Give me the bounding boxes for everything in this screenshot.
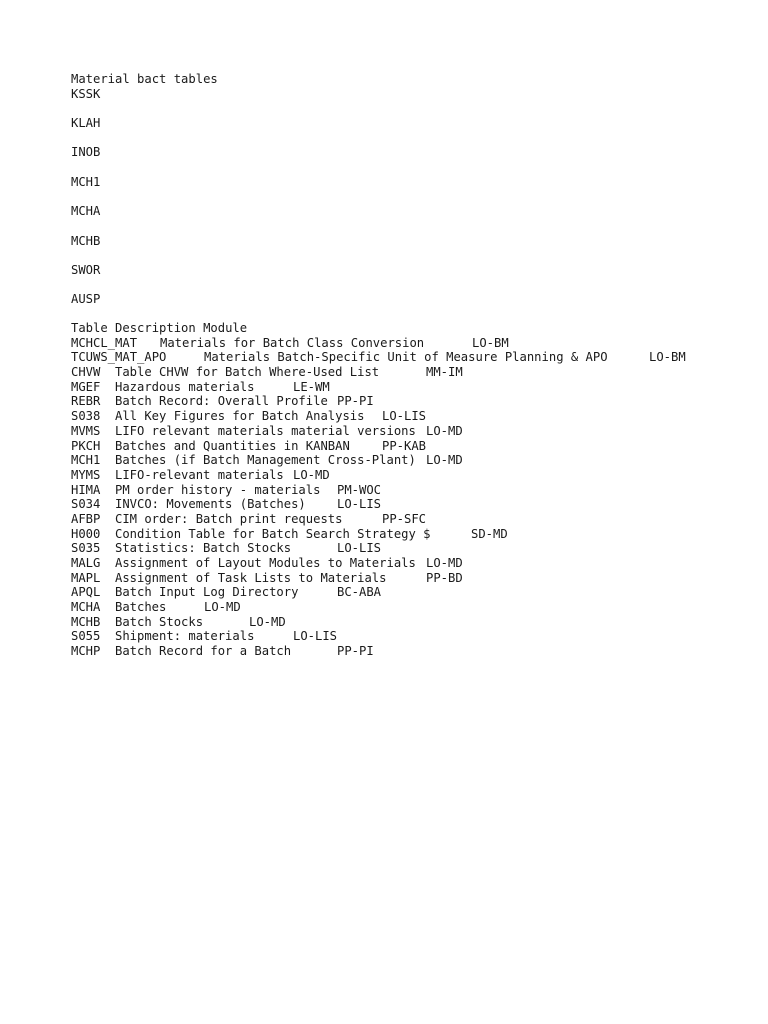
description-cell: Batches (if Batch Management Cross-Plant): [115, 453, 416, 468]
table-row: [71, 644, 751, 659]
table-name-cell: S055: [71, 629, 101, 644]
table-row: [71, 453, 751, 468]
description-cell: Assignment of Layout Modules to Materials: [115, 556, 416, 570]
table-name-item: MCHA: [71, 204, 101, 219]
table-row: [71, 336, 751, 351]
description-cell: Batches: [115, 600, 167, 615]
description-cell: Table CHVW for Batch Where-Used List: [115, 365, 380, 380]
table-row: [71, 365, 751, 380]
table-name-list: [71, 87, 751, 307]
description-cell: Batch Stocks: [115, 614, 204, 629]
description-cell: Batches and Quantities in KANBAN: [115, 438, 350, 453]
module-cell: PP-KAB: [382, 438, 427, 453]
table-name-item: KSSK: [71, 86, 101, 101]
table-name-item: MCHB: [71, 233, 101, 248]
description-cell: LIFO relevant materials material versions: [115, 423, 416, 438]
module-cell: LO-MD: [204, 600, 241, 615]
table-row: [71, 350, 751, 365]
description-cell: PM order history - materials: [115, 482, 321, 497]
table-name-cell: MCHCL_MAT: [71, 335, 138, 350]
module-cell: PM-WOC: [337, 482, 382, 497]
module-cell: LE-WM: [293, 379, 330, 394]
description-cell: Condition Table for Batch Search Strategy $: [115, 526, 431, 541]
module-cell: PP-SFC: [382, 511, 427, 526]
description-cell: Hazardous materials: [115, 379, 255, 394]
description-cell: Batch Record for a Batch: [115, 644, 292, 659]
table-name-item: AUSP: [71, 292, 101, 307]
table-name-item: KLAH: [71, 116, 101, 131]
table-row: [71, 439, 751, 454]
table-name-cell: MALG: [71, 556, 101, 570]
table-name-cell: MYMS: [71, 467, 101, 482]
module-cell: PP-PI: [337, 394, 374, 409]
table-row: [71, 556, 751, 571]
table-name-cell: APQL: [71, 585, 101, 600]
module-cell: LO-BM: [472, 335, 509, 350]
table-description-list: [71, 321, 751, 659]
table-name-cell: MGEF: [71, 379, 101, 394]
table-name-cell: PKCH: [71, 438, 101, 453]
table-name-cell: MCHA: [71, 600, 101, 615]
table-row: [71, 483, 751, 498]
description-cell: LIFO-relevant materials: [115, 467, 284, 482]
table-row: [71, 541, 751, 556]
table-row: [71, 585, 751, 600]
module-cell: LO-LIS: [293, 629, 338, 644]
module-cell: LO-MD: [293, 467, 330, 482]
module-cell: LO-MD: [426, 423, 463, 438]
table-name-cell: MAPL: [71, 570, 101, 585]
table-row: [71, 615, 751, 630]
table-name-cell: REBR: [71, 394, 101, 409]
table-name-cell: MVMS: [71, 423, 101, 438]
table-row: [71, 394, 751, 409]
table-name-cell: MCH1: [71, 453, 101, 468]
table-name-cell: H000: [71, 526, 101, 541]
table-row: [71, 527, 751, 542]
description-cell: Materials for Batch Class Conversion: [160, 335, 425, 350]
table-row: [71, 571, 751, 586]
module-cell: SD-MD: [471, 526, 508, 541]
table-name-cell: TCUWS_MAT_APO: [71, 350, 167, 365]
document-page: [71, 72, 751, 659]
table-row: [71, 409, 751, 424]
table-name-item: INOB: [71, 145, 101, 160]
table-name-cell: CHVW: [71, 365, 101, 380]
module-cell: BC-ABA: [337, 585, 382, 600]
module-cell: LO-LIS: [337, 497, 382, 512]
description-cell: CIM order: Batch print requests: [115, 511, 343, 526]
document-heading: Material bact tables: [71, 72, 218, 86]
description-cell: Materials Batch-Specific Unit of Measure Planning & APO: [204, 350, 608, 365]
module-cell: LO-LIS: [337, 541, 382, 556]
module-cell: PP-PI: [337, 644, 374, 659]
table-row: [71, 468, 751, 483]
table-name-cell: MCHP: [71, 644, 101, 659]
module-cell: LO-BM: [649, 350, 686, 365]
table-rows: [71, 336, 751, 659]
description-cell: Statistics: Batch Stocks: [115, 541, 292, 556]
table-name-cell: HIMA: [71, 482, 101, 497]
table-name-cell: S034: [71, 497, 101, 512]
description-cell: Shipment: materials: [115, 629, 255, 644]
table-row: [71, 600, 751, 615]
table-name-item: SWOR: [71, 262, 101, 277]
table-name-cell: MCHB: [71, 614, 101, 629]
table-name-cell: S038: [71, 409, 101, 424]
table-row: [71, 629, 751, 644]
table-row: [71, 380, 751, 395]
module-cell: LO-MD: [249, 614, 286, 629]
description-cell: Assignment of Task Lists to Materials: [115, 570, 387, 585]
table-name-cell: AFBP: [71, 511, 101, 526]
module-cell: LO-LIS: [382, 409, 427, 424]
description-cell: Batch Input Log Directory: [115, 585, 299, 600]
description-cell: All Key Figures for Batch Analysis: [115, 409, 365, 424]
table-row: [71, 497, 751, 512]
description-cell: INVCO: Movements (Batches): [115, 497, 306, 512]
module-cell: LO-MD: [426, 556, 463, 570]
module-cell: PP-BD: [426, 570, 463, 585]
table-row: [71, 512, 751, 527]
module-cell: LO-MD: [426, 453, 463, 468]
table-name-cell: S035: [71, 541, 101, 556]
description-cell: Batch Record: Overall Profile: [115, 394, 328, 409]
table-row: [71, 424, 751, 439]
table-name-item: MCH1: [71, 174, 101, 189]
table-header: Table Description Module: [71, 321, 248, 335]
module-cell: MM-IM: [426, 365, 463, 380]
